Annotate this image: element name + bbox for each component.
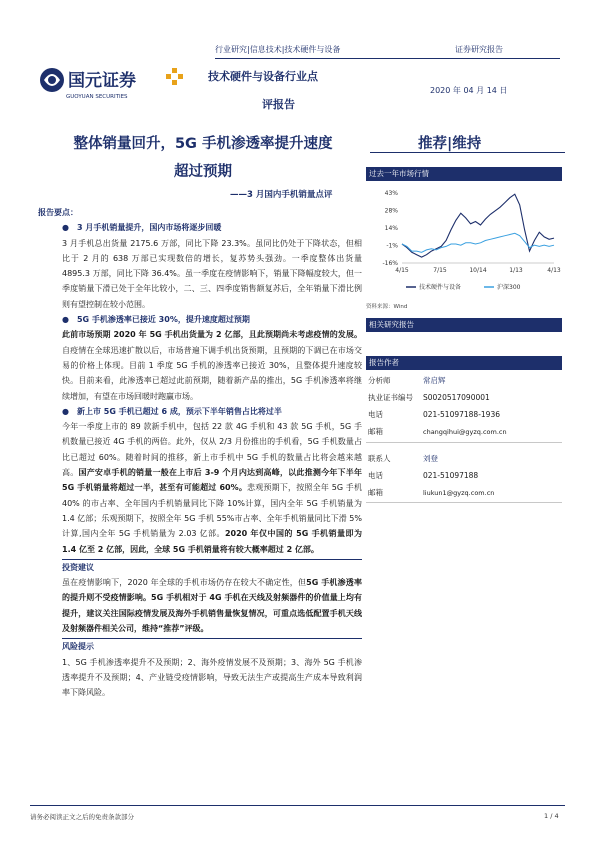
chart-heading: 过去一年市场行情 [366, 167, 562, 181]
market-chart-panel [366, 167, 562, 295]
footer-disclaimer: 请务必阅读正文之后的免责条款部分 [30, 813, 134, 821]
bullet-3-title: ● 新上市 5G 手机已超过 6 成，预示下半年销售占比将过半 [62, 406, 282, 416]
report-name: 技术硬件与设备行业点 [208, 70, 318, 83]
analyst-1-license-row: 执业证书编号 S0020517090001 [368, 393, 490, 402]
header-divider [215, 58, 560, 59]
summary-heading: 报告要点： [38, 208, 78, 217]
page-subtitle: ——3 月国内手机销量点评 [230, 190, 333, 200]
series-line-1 [402, 194, 554, 257]
y-tick-label: 14% [384, 225, 398, 232]
analyst-1-phone-row: 电话 021-51097188-1936 [368, 410, 500, 419]
y-tick-label: -1% [386, 242, 398, 250]
report-name-cont: 评报告 [262, 98, 295, 111]
series-line-2 [402, 233, 554, 252]
x-tick-label: 4/15 [395, 267, 409, 274]
analyst-1-email-row: 邮箱 changqihui@gyzq.com.cn [368, 427, 507, 436]
bullet-icon: ● [62, 315, 69, 325]
footer-divider [30, 805, 565, 806]
analyst-1-name-row: 分析师 常启辉 [368, 376, 446, 385]
analyst-2 [368, 450, 562, 502]
summary-section [38, 205, 363, 701]
x-tick-label: 7/15 [433, 267, 447, 274]
invest-body: 虽在疫情影响下，2020 年全球的手机市场仍存在较大不确定性，但5G 手机渗透率的提升则不受疫情影响。5G 手机相对于 4G 手机在天线及射频器件的价值量上均有提升，建议关注国际疫情发展及海外手机销售量恢复情况，可重点选低配置手机天线及射频器件相关公司，维持“推荐”评级。 [62, 578, 362, 634]
related-heading: 相关研究报告 [366, 318, 562, 332]
header-report-type: 证券研究报告 [455, 45, 503, 54]
invest-heading: 投资建议 [62, 559, 362, 575]
y-tick-label: -16% [382, 260, 398, 267]
bullet-1-body: 3 月手机总出货量 2175.6 万部，同比下降 23.3%。虽同比仍处于下降状态，但相比于 2 月的 638 万部已实现数倍的增长，复苏势头强劲。一季度整体出货量 4895.3 万部，同比下降 36.4%。虽一季度在疫情影响下，销量下降幅度较大，但一季度销量下滑已处于全年比较小，二、三、四季度销售额复苏后，全年销量下滑比例则有望控制在较小范围。 [62, 238, 362, 309]
risk-heading: 风险提示 [62, 638, 362, 654]
brand-logo [38, 64, 198, 104]
legend-label: 技术硬件与设备 [419, 284, 462, 291]
analyst-2-name-row: 联系人 刘登 [368, 454, 438, 463]
brand-name-en: GUOYUAN SECURITIES [66, 94, 128, 100]
page-title-cont: 超过预期 [174, 164, 232, 180]
chart-source: 资料来源：Wind [366, 304, 408, 310]
analyst-1 [368, 372, 562, 441]
x-tick-label: 10/14 [469, 267, 487, 274]
legend-label: 沪深300 [497, 284, 521, 291]
bullet-2-title: ● 5G 手机渗透率已接近 30%，提升速度超过预期 [62, 315, 250, 325]
bullet-3-body: 今年一季度上市的 89 款新手机中，包括 22 款 4G 手机和 43 款 5G 手机，5G 手机数量已接近 4G 手机的两倍。此外，仅从 2/3 月份推出的手机看，5G 手机数量占比已超过 60%。随着时间的推移，新上市手机中 5G 手机的数量占比将会越来越高。国产安卓手机的销量一般在上市后 3-9 个月内达到高峰，以此推测今年下半年 5G 手机销量将超过一半，甚至有可能超过 60%。悲观预期下，按照全年 5G 手机 40% 的市占率、全年国内手机销量同比下降 10%计算，国内全年 5G 手机销量为 1.4 亿部；乐观预期下，按照全年 5G 手机 55%市占率、全年手机销量同比下滑 5%计算,国内全年 5G 手机销量为 2.03 亿部。2020 年仅中国的 5G 手机销量即为 1.4 亿至 2 亿部，因此，全球 5G 手机销量将有较大概率超过 2 亿部。 [62, 422, 363, 554]
brand-name-cn: 国元证券 [68, 71, 136, 91]
risk-body: 1、5G 手机渗透率提升不及预期；2、海外疫情发展不及预期；3、海外 5G 手机渗透率提升不及预期；4、产业链受疫情影响，导致无法生产或提高生产成本导致利润率下降风险。 [62, 657, 362, 698]
y-tick-label: 43% [384, 190, 398, 197]
analyst-2-phone-row: 电话 021-51097188 [368, 471, 479, 480]
rating-divider [370, 152, 565, 153]
guoyuan-logo-icon [38, 64, 198, 104]
bullet-1-title: ● 3 月手机销量提升，国内市场将逐步回暖 [62, 223, 222, 233]
rating-badge: 推荐|维持 [418, 136, 482, 152]
x-tick-label: 4/13 [547, 267, 561, 274]
y-tick-label: 28% [384, 207, 398, 215]
market-chart [366, 181, 562, 295]
analyst-divider [366, 502, 562, 503]
bullet-icon: ● [62, 223, 69, 233]
page-number: 1 / 4 [544, 812, 559, 820]
analyst-2-email-row: 邮箱 liukun1@gyzq.com.cn [368, 488, 495, 497]
x-tick-label: 1/13 [509, 267, 523, 274]
related-reports-panel [366, 318, 562, 332]
header-category: 行业研究|信息技术|技术硬件与设备 [215, 45, 341, 54]
analyst-divider [366, 442, 562, 443]
report-date: 2020 年 04 月 14 日 [430, 86, 508, 95]
bullet-2-body: 此前市场预期 2020 年 5G 手机出货量为 2 亿部，且此预期尚未考虑疫情的发展。自疫情在全球迅速扩散以后，市场普遍下调手机出货预期，且预期的下调已在市场交易的价格上体现。目前 1 季度 5G 手机的渗透率已接近 30%，且整体提升速度较快。目前来看，此渗透率已超过此前预期，随着新产品的推出，5G 手机渗透率将继续增加，有望在市场回暖时跑赢市场。 [62, 330, 362, 401]
author-heading: 报告作者 [366, 356, 562, 370]
author-panel [366, 356, 562, 370]
page-title: 整体销量回升，5G 手机渗透率提升速度 [73, 136, 333, 152]
bullet-icon: ● [62, 406, 69, 416]
